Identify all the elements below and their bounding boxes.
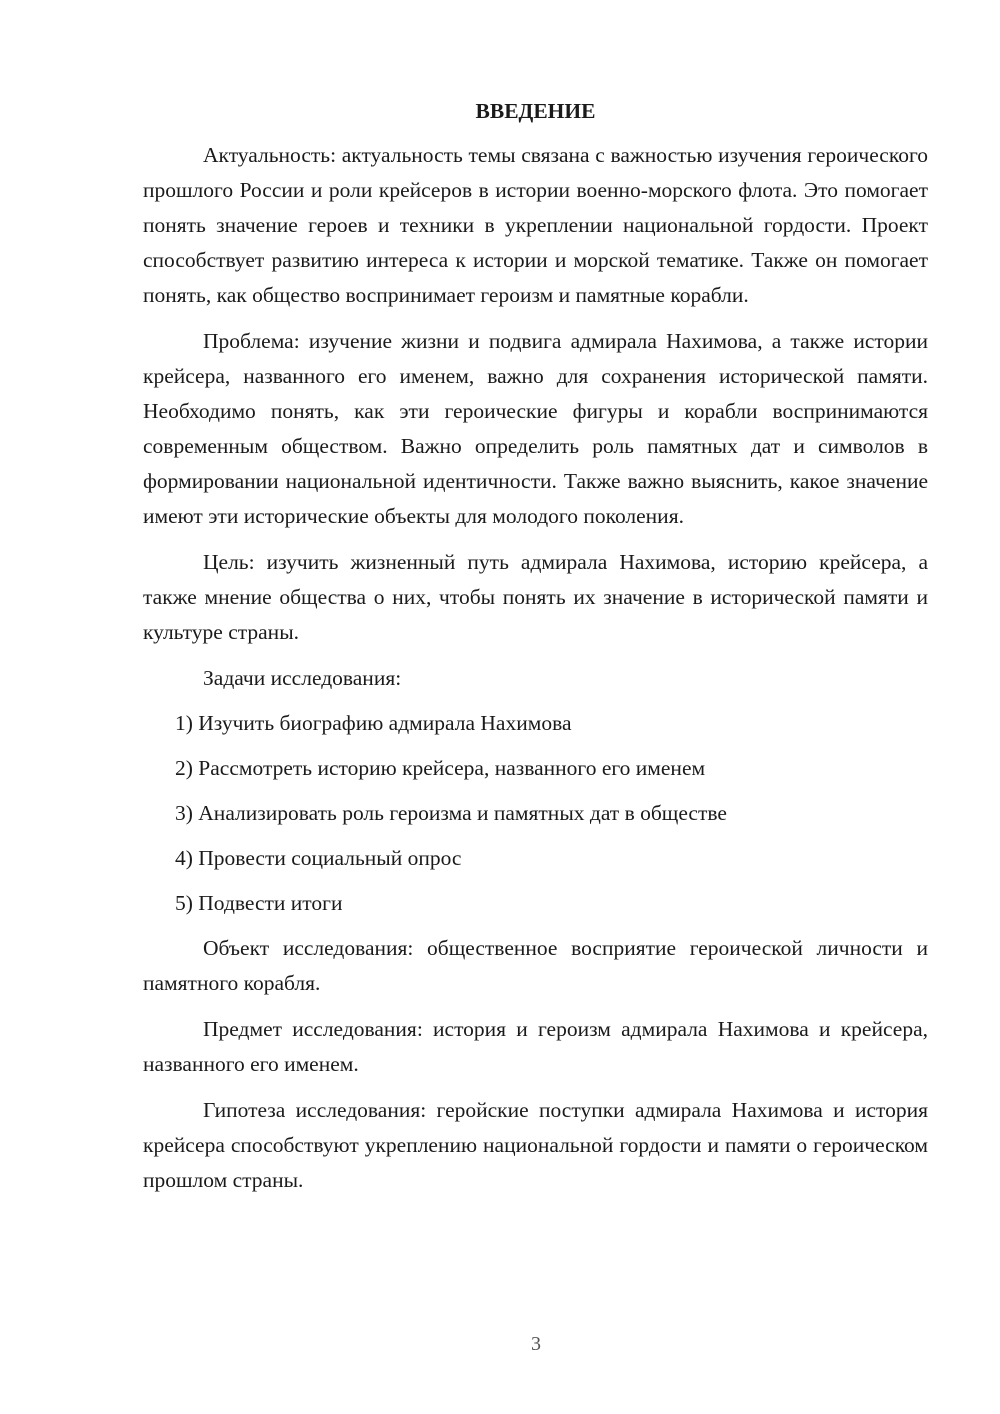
- subject-paragraph: Предмет исследования: история и героизм адмирала Нахимова и крейсера, названного его именем.: [143, 1017, 928, 1076]
- page-number: 3: [531, 1333, 541, 1355]
- object-paragraph: Объект исследования: общественное восприятие героической личности и памятного корабля.: [143, 936, 928, 995]
- relevance-paragraph: Актуальность: актуальность темы связана с важностью изучения героического прошлого России и роли крейсеров в истории военно-морского флота. Это помогает понять значение героев и техники в укреплении национальной гордости. Проект способствует развитию интереса к истории и морской тематике. Также он помогает понять, как общество воспринимает героизм и памятные корабли.: [143, 143, 928, 307]
- tasks-heading: Задачи исследования:: [203, 666, 402, 690]
- tasks-list: [143, 706, 928, 921]
- task-item: 2) Рассмотреть историю крейсера, названного его именем: [175, 756, 706, 780]
- page-title: ВВЕДЕНИЕ: [475, 99, 596, 123]
- task-item: 3) Анализировать роль героизма и памятных дат в обществе: [175, 801, 727, 825]
- goal-paragraph: Цель: изучить жизненный путь адмирала Нахимова, историю крейсера, а также мнение общества о них, чтобы понять их значение в исторической памяти и культуре страны.: [143, 550, 928, 644]
- task-item: 5) Подвести итоги: [175, 891, 343, 915]
- task-item: 1) Изучить биографию адмирала Нахимова: [175, 711, 572, 735]
- problem-paragraph: Проблема: изучение жизни и подвига адмирала Нахимова, а также истории крейсера, названного его именем, важно для сохранения исторической памяти. Необходимо понять, как эти героические фигуры и корабли воспринимаются современным обществом. Важно определить роль памятных дат и символов в формировании национальной идентичности. Также важно выяснить, какое значение имеют эти исторические объекты для молодого поколения.: [143, 329, 928, 528]
- hypothesis-paragraph: Гипотеза исследования: геройские поступки адмирала Нахимова и история крейсера способствуют укреплению национальной гордости и памяти о героическом прошлом страны.: [143, 1098, 928, 1192]
- task-item: 4) Провести социальный опрос: [175, 846, 462, 870]
- document-page: [143, 96, 928, 1209]
